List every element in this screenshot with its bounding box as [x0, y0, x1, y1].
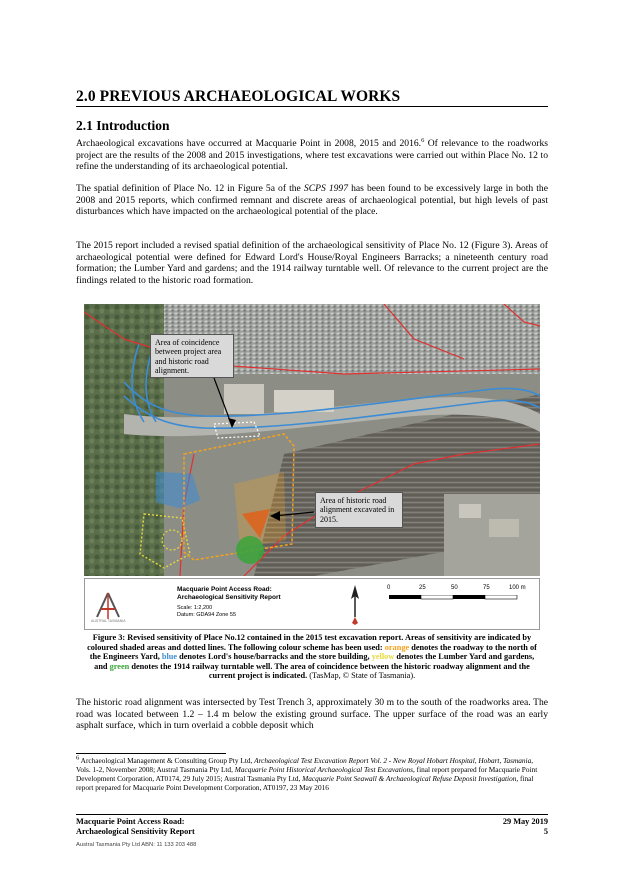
footnote-italic: Archaeological Test Excavation Report Vol. 2 - New Royal Hobart Hospital, Hobart, Tasmania [254, 756, 532, 765]
map-building [489, 519, 519, 537]
paragraph-2 [76, 183, 548, 218]
north-arrow-icon [348, 583, 362, 627]
page-number: 5 [543, 827, 548, 836]
paragraph-3: The 2015 report included a revised spatial definition of the archaeological sensitivity of Place No. 12 (Figure 3). Areas of archaeological potential were defined for Edward Lord's House/Royal Engineers Barracks; a nineteenth century road formation; the Lumber Yard and gardens; and the 1914 railway turntable well. Of relevance to the current project are the findings related to the historic road formation. [76, 240, 548, 286]
caption-blue: blue [161, 652, 178, 662]
paragraph-2-italic: SCPS 1997 [303, 183, 349, 194]
figure-caption [86, 633, 538, 681]
subsection-heading: 2.1 Introduction [76, 118, 170, 133]
footer-company: Austral Tasmania Pty Ltd ABN: 11 133 203 488 [76, 842, 197, 848]
scale-bar [385, 583, 535, 607]
paragraph-2-after: has been found to be excessively large in both the 2008 and 2015 reports, which confirmed remnant and discrete areas of archaeological potential, but high levels of past disturbances which have impacted on the archaeological potential of the place. [76, 183, 548, 218]
map-building [459, 504, 481, 518]
footer-rule [76, 814, 548, 815]
footnote-rule [76, 753, 226, 754]
footer-title [76, 817, 195, 837]
paragraph-1-text-after: Of relevance to the roadworks project are the results of the 2008 and 2015 investigations, where test excavations were carried out within Place No. 12 to refine the understanding of its archaeological potential. [76, 138, 548, 173]
paragraph-1-text: Archaeological excavations have occurred at Macquarie Point in 2008, 2015 and 2016. [76, 138, 422, 149]
legend-scale-info [177, 605, 236, 619]
caption-part2: denotes the roadway to the north of the Engineers Yard, [89, 642, 537, 662]
caption-green: green [109, 661, 130, 671]
callout-excavated: Area of historic road alignment excavated in 2015. [315, 492, 403, 528]
legend-title-line1: Macquarie Point Access Road: [177, 586, 272, 593]
footnote-italic: Macquarie Point Historical Archaeological Test Excavations [234, 764, 414, 774]
legend-title [177, 586, 281, 601]
footnote-text: , final report prepared for Macquarie Point Development Corporation, AT0174, 29 July 2015; Austral Tasmania Pty Ltd, [76, 764, 538, 783]
callout-coincidence: Area of coincidence between project area and historic road alignment. [150, 334, 234, 378]
footnote-italic: Macquarie Point Seawall & Archaeological Refuse Deposit Investigation [302, 773, 517, 783]
scale-bar-graphic [389, 595, 519, 601]
map-turntable-well [236, 536, 264, 564]
footnote [76, 754, 548, 793]
footnote-number: 6 [76, 754, 80, 762]
section-heading: 2.0 PREVIOUS ARCHAEOLOGICAL WORKS [76, 88, 401, 105]
map-blue-area [156, 472, 200, 508]
legend-datum: Datum: GDA94 Zone 55 [177, 612, 237, 618]
map-building [224, 384, 264, 414]
caption-orange: orange [384, 642, 410, 652]
caption-part1: Figure 3: Revised sensitivity of Place No.12 contained in the 2015 test excavation report. Areas of sensitivity are indicated by coloured shaded areas and dotted lines. The following colour scheme has been used: [87, 633, 532, 652]
footnote-text: Archaeological Management & Consulting Group Pty Ltd, [79, 756, 255, 765]
footnote-ref[interactable]: 6 [421, 136, 425, 144]
footer-meta [440, 817, 548, 837]
footer-title-line1: Macquarie Point Access Road: [76, 817, 185, 826]
legend-title-line2: Archaeological Sensitivity Report [177, 593, 281, 601]
austral-logo-icon [93, 589, 123, 621]
map-legend [84, 578, 540, 630]
scale-tick: 0 [387, 585, 391, 591]
caption-part5: denotes the 1914 railway turntable well. The area of coincidence between the historic roadway alignment and the current project is indicated. [129, 661, 530, 681]
scale-tick: 50 [451, 585, 458, 591]
caption-part3: denotes Lord's house/barracks and the store building, [177, 652, 372, 662]
scale-tick: 75 [483, 585, 490, 591]
caption-source: (TasMap, © State of Tasmania). [307, 671, 416, 681]
scale-tick: 25 [419, 585, 426, 591]
logo-text: AUSTRAL TASMANIA [91, 619, 126, 623]
footer-title-line2: Archaeological Sensitivity Report [76, 827, 195, 836]
footnote-text: , final report prepared for Macquarie Point Development Corporation, AT0197, 23 May 2016 [76, 773, 534, 792]
scale-tick: 100 m [509, 585, 526, 591]
footer-date: 29 May 2019 [502, 817, 548, 826]
footnote-text: , Vols. 1-2, November 2008; Austral Tasmania Pty Ltd, [76, 756, 534, 774]
paragraph-1 [76, 138, 548, 173]
caption-part4: denotes the Lumber Yard and gardens, and [94, 652, 535, 671]
heading-rule [76, 106, 548, 107]
paragraph-2-before: The spatial definition of Place No. 12 in Figure 5a of the [76, 183, 304, 194]
paragraph-4: The historic road alignment was intersected by Test Trench 3, approximately 30 m to the south of the roadworks area. The road was located between 1.2 – 1.4 m below the existing ground surface. The upper surface of the road was an early asphalt surface, which in turn overlaid a cobble deposit which [76, 697, 548, 732]
caption-yellow: yellow [371, 652, 395, 662]
legend-scale: Scale: 1:2,200 [177, 605, 213, 611]
